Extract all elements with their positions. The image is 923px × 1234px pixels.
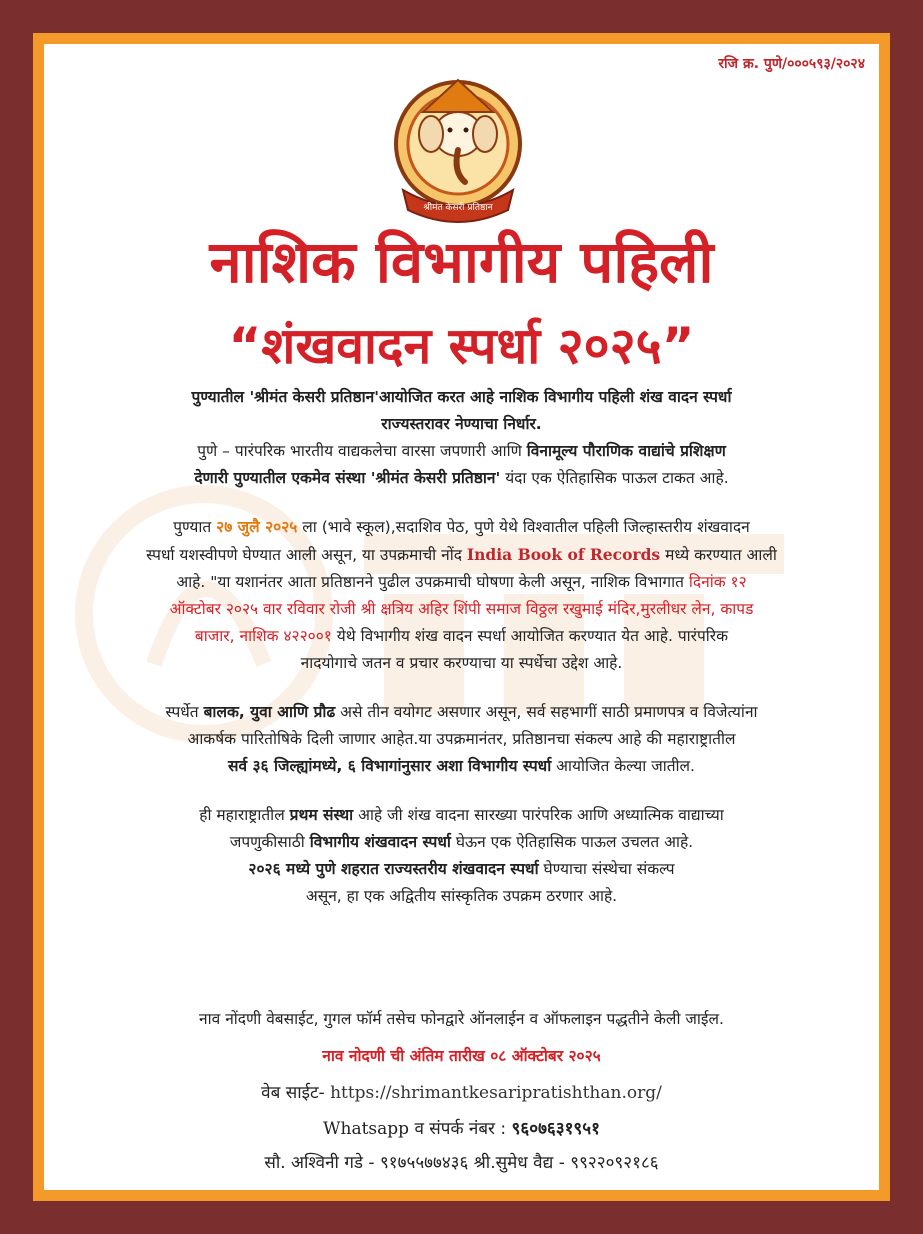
p4-a: ही महाराष्ट्रातील [199, 806, 290, 824]
p3-d: आकर्षक पारितोषिके दिली जाणार आहेत.या उपक्रमानंतर, प्रतिष्ठानचा संकल्प आहे की महाराष्ट्रातील [187, 730, 736, 748]
ganesha-emblem-icon [383, 72, 533, 232]
p3-a: स्पर्धेत [165, 703, 204, 721]
india-book-of-records: India Book of Records [466, 545, 661, 564]
website-label: वेब साईट- [261, 1083, 325, 1103]
districts-plan: सर्व ३६ जिल्ह्यांमध्ये, ६ विभागांनुसार अशा विभागीय स्पर्धा [228, 757, 552, 775]
p2-c: स्पर्धा यशस्वीपणे घेण्यात आली असून, या उपक्रमाची नोंद [146, 546, 467, 564]
p1-a: पुणे – पारंपरिक भारतीय वाद्यकलेचा वारसा जपणारी आणि [197, 442, 527, 460]
p1-b: विनामूल्य पौराणिक वाद्यांचे प्रशिक्षण [526, 442, 726, 460]
registration-deadline: नाव नोदणी ची अंतिम तारीख ०८ ऑक्टोबर २०२५ [322, 1047, 601, 1065]
p4-d: जपणुकीसाठी [229, 833, 310, 851]
poster-page [44, 44, 879, 1190]
p2-a: पुण्यात [173, 518, 217, 536]
state-level-2026: २०२६ मध्ये पुणे शहरात राज्यस्तरीय शंखवादन स्पर्धा [248, 860, 539, 878]
p4-h: घेण्याचा संस्थेचा संकल्प [538, 860, 675, 878]
p2-d: मध्ये करण्यात आली [660, 546, 777, 564]
p3-c: असे तीन वयोगट असणार असून, सर्व सहभागीं साठी प्रमाणपत्र व विजेत्यांना [335, 703, 758, 721]
registration-number: रजि क्र. पुणे/०००५९३/२०२४ [718, 56, 865, 72]
intro-line-2: राज्यस्तरावर नेण्याचा निर्धार. [381, 415, 542, 433]
p4-i: असून, हा एक अद्वितीय सांस्कृतिक उपक्रम ठरणार आहे. [305, 887, 618, 905]
p2-e: आहे. "या यशानंतर आता प्रतिष्ठानने पुढील उपक्रमाची घोषणा केली असून, नाशिक विभागात [176, 573, 689, 591]
venue-date: दिनांक १२ [688, 573, 747, 591]
body-text [44, 384, 879, 910]
whatsapp-label: Whatsapp [323, 1119, 410, 1139]
p1-c: देणारी पुण्यातील एकमेव संस्था 'श्रीमंत केसरी प्रतिष्ठान' [194, 469, 501, 487]
contacts-line: सौ. अश्विनी गडे - ९१७५५७७४३६ श्री.सुमेध वैद्य - ९९२२०९२१८६ [264, 1153, 659, 1173]
registration-info: नाव नोंदणी वेबसाईट, गुगल फॉर्म तसेच फोनद्वारे ऑनलाईन व ऑफलाइन पद्धतीने केली जाईल. [199, 1010, 724, 1028]
title-line-2: “शंखवादन स्पर्धा २०२५” [228, 317, 695, 375]
p2-g: नादयोगाचे जतन व प्रचार करण्याचा या स्पर्धेचा उद्देश आहे. [300, 654, 623, 672]
title-line-1: नाशिक विभागीय पहिली [209, 228, 714, 296]
website-line [44, 1080, 879, 1103]
p3-f: आयोजित केल्या जातील. [551, 757, 695, 775]
contact-number: ९६०७६३१९५१ [511, 1119, 600, 1139]
whatsapp-line [44, 1116, 879, 1139]
p4-f: घेऊन एक ऐतिहासिक पाऊल उचलत आहे. [450, 833, 694, 851]
website-link[interactable]: https://shrimantkesaripratishthan.org/ [330, 1083, 662, 1103]
first-event-date: २७ जुलै २०२५ [216, 518, 298, 536]
p4-c: आहे जी शंख वादना सारख्या पारंपरिक आणि अध्यात्मिक वाद्याच्या [353, 806, 724, 824]
venue-address: ऑक्टोबर २०२५ वार रविवार रोजी श्री क्षत्रिय अहिर शिंपी समाज विठ्ठल रखुमाई मंदिर,मुरलीधर लेन, कापड [169, 600, 754, 618]
p2-b: ला (भावे स्कूल),सदाशिव पेठ, पुणे येथे विश्वातील पहिली जिल्हास्तरीय शंखवादन [297, 518, 750, 536]
divisional-competition: विभागीय शंखवादन स्पर्धा [309, 833, 451, 851]
p1-d: यंदा एक ऐतिहासिक पाऊल टाकत आहे. [500, 469, 729, 487]
contact-label: व संपर्क नंबर : [409, 1119, 512, 1139]
venue-city: बाजार, नाशिक ४२२००१ [194, 627, 332, 645]
first-institution: प्रथम संस्था [289, 806, 354, 824]
p2-f: येथे विभागीय शंख वादन स्पर्धा आयोजित करण्यात येत आहे. पारंपरिक [331, 627, 729, 645]
intro-line-1: पुण्यातील 'श्रीमंत केसरी प्रतिष्ठान'आयोजित करत आहे नाशिक विभागीय पहिली शंख वादन स्पर्धा [191, 388, 732, 406]
logo-banner-text: श्रीमंत केसरी प्रतिष्ठान [423, 203, 493, 213]
age-groups: बालक, युवा आणि प्रौढ [203, 703, 336, 721]
